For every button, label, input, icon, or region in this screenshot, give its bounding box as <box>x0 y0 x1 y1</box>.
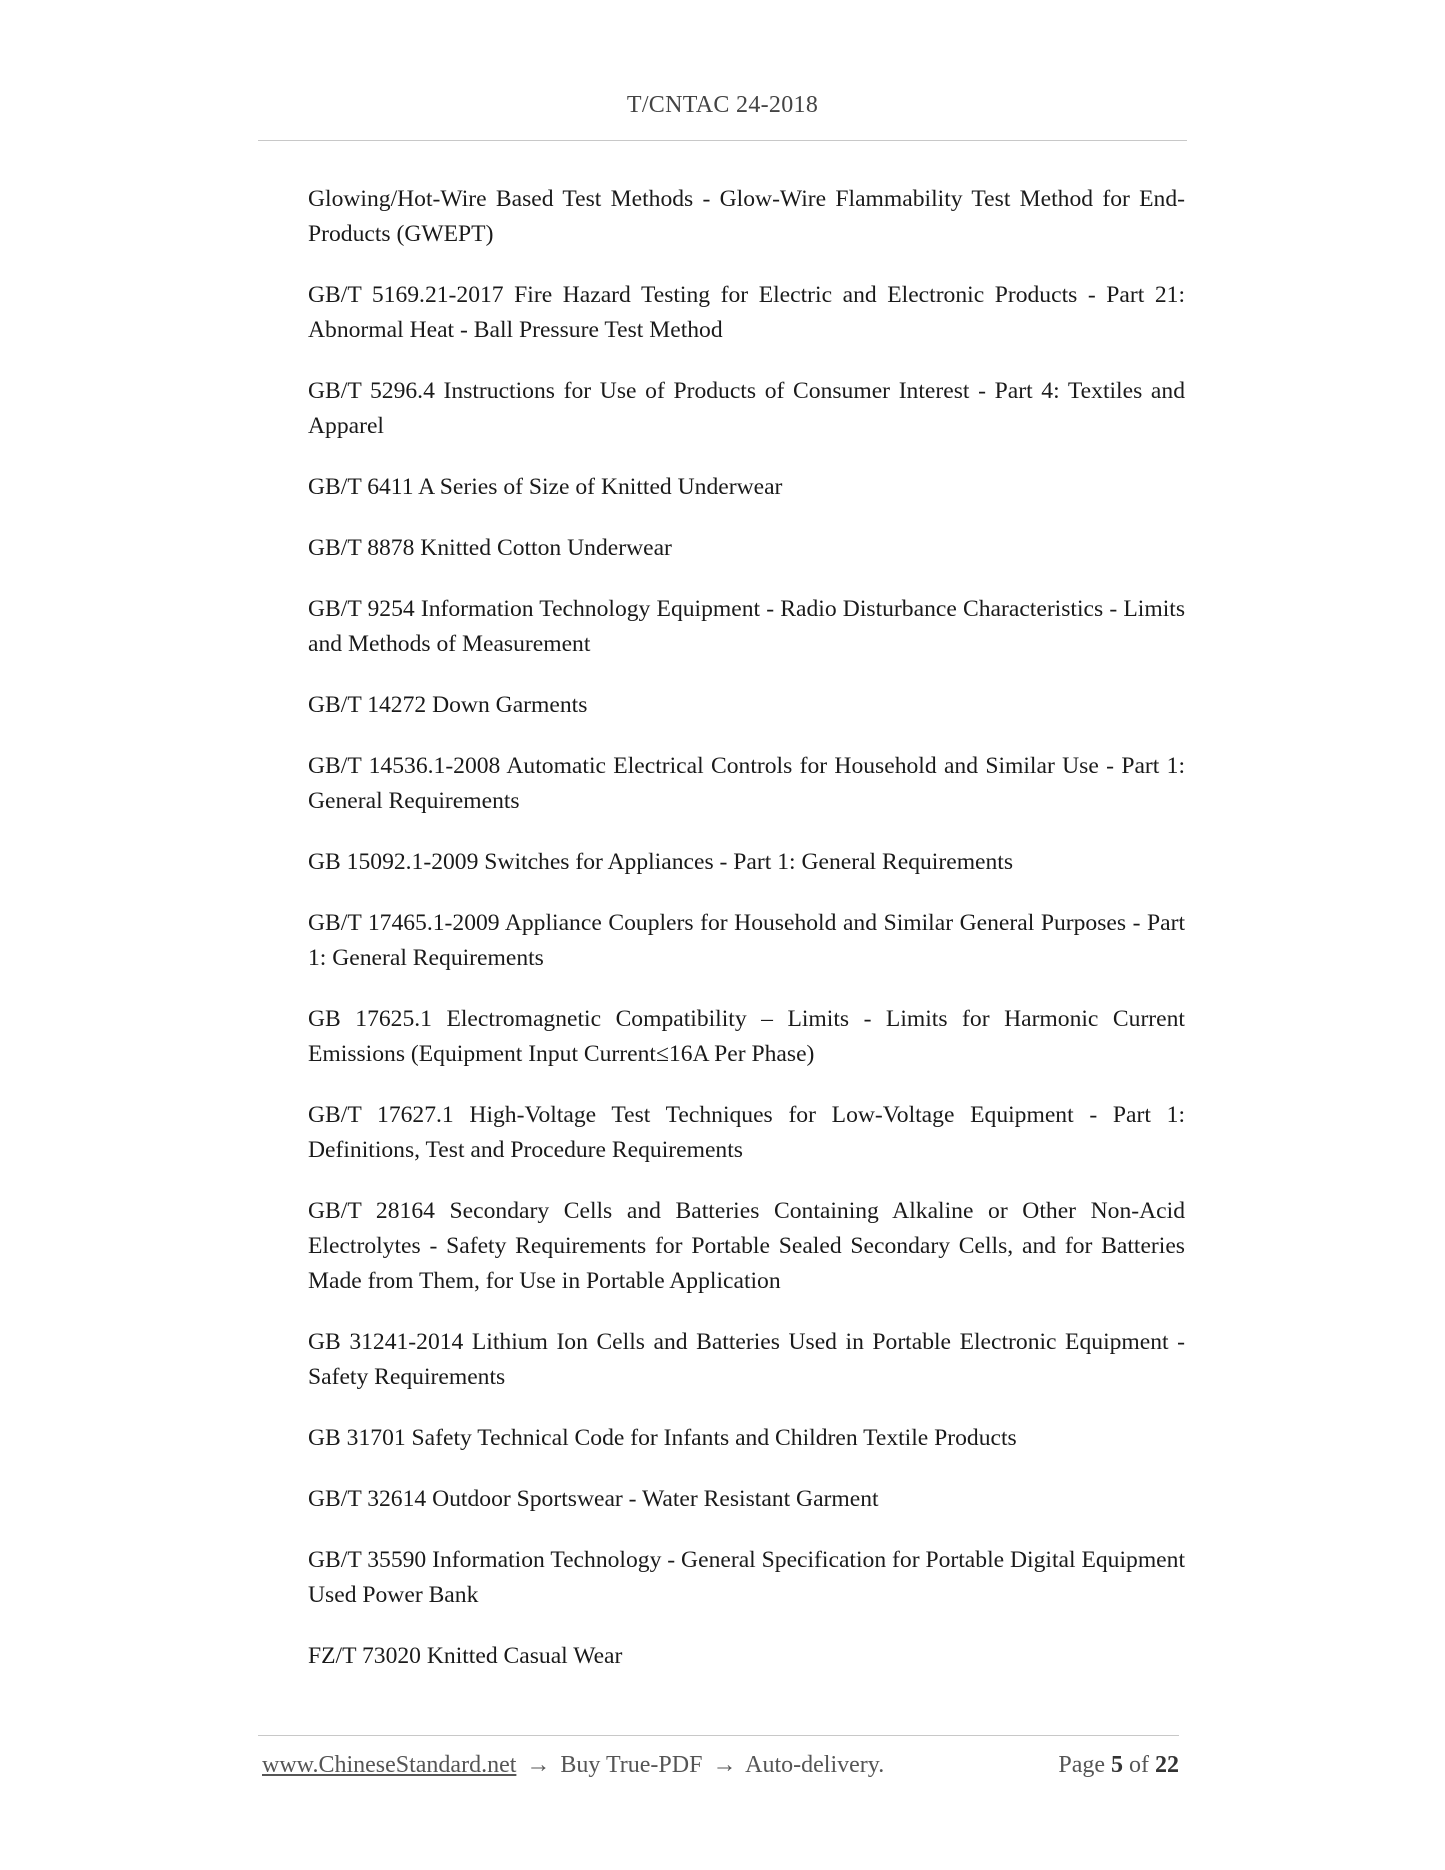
reference-item: GB 17625.1 Electromagnetic Compatibility – Limits - Limits for Harmonic Current Emissions (Equipment Input Current≤16A Per Phase) <box>308 1006 1185 1067</box>
reference-item: GB/T 17627.1 High-Voltage Test Techniques for Low-Voltage Equipment - Part 1: Definitions, Test and Procedure Requirements <box>308 1102 1185 1163</box>
reference-item: Glowing/Hot-Wire Based Test Methods - Glow-Wire Flammability Test Method for End-Products (GWEPT) <box>308 186 1185 247</box>
reference-item: FZ/T 73020 Knitted Casual Wear <box>308 1643 623 1669</box>
reference-item: GB/T 17465.1-2009 Appliance Couplers for Household and Similar General Purposes - Part 1: General Requirements <box>308 910 1185 971</box>
footer-divider <box>258 1735 1179 1736</box>
page-label: Page <box>1058 1752 1105 1778</box>
reference-item: GB 31241-2014 Lithium Ion Cells and Batteries Used in Portable Electronic Equipment - Safety Requirements <box>308 1329 1185 1390</box>
reference-item: GB/T 5169.21-2017 Fire Hazard Testing for Electric and Electronic Products - Part 21: Abnormal Heat - Ball Pressure Test Method <box>308 282 1185 343</box>
arrow-right-icon: → <box>526 1752 551 1778</box>
reference-item: GB/T 9254 Information Technology Equipment - Radio Disturbance Characteristics - Limits and Methods of Measurement <box>308 596 1185 657</box>
document-id-header: T/CNTAC 24-2018 <box>626 92 819 118</box>
page-number <box>1058 1752 1179 1779</box>
reference-item: GB 31701 Safety Technical Code for Infants and Children Textile Products <box>308 1425 1017 1451</box>
reference-item: GB/T 35590 Information Technology - General Specification for Portable Digital Equipment Used Power Bank <box>308 1547 1185 1608</box>
reference-item: GB/T 32614 Outdoor Sportswear - Water Resistant Garment <box>308 1486 879 1512</box>
reference-item: GB/T 8878 Knitted Cotton Underwear <box>308 535 672 561</box>
total-pages-number: 22 <box>1155 1752 1179 1778</box>
auto-delivery-text: Auto-delivery. <box>745 1752 885 1778</box>
reference-item: GB/T 14272 Down Garments <box>308 692 588 718</box>
reference-item: GB/T 6411 A Series of Size of Knitted Underwear <box>308 474 783 500</box>
reference-item: GB/T 14536.1-2008 Automatic Electrical Controls for Household and Similar Use - Part 1: General Requirements <box>308 753 1185 814</box>
reference-item: GB/T 5296.4 Instructions for Use of Products of Consumer Interest - Part 4: Textiles and Apparel <box>308 378 1185 439</box>
header-divider <box>258 140 1187 141</box>
reference-item: GB/T 28164 Secondary Cells and Batteries Containing Alkaline or Other Non-Acid Electrolytes - Safety Requirements for Portable Sealed Secondary Cells, and for Batteries Made from Them, for Use in Portable Application <box>308 1198 1185 1294</box>
site-link[interactable]: www.ChineseStandard.net <box>262 1752 517 1778</box>
reference-item: GB 15092.1-2009 Switches for Appliances - Part 1: General Requirements <box>308 849 1014 875</box>
buy-true-pdf-text: Buy True-PDF <box>560 1752 703 1778</box>
current-page-number: 5 <box>1111 1752 1123 1778</box>
normative-references-list <box>308 182 1185 1700</box>
footer-promo <box>262 1752 884 1779</box>
of-label: of <box>1129 1752 1149 1778</box>
arrow-right-icon: → <box>712 1752 737 1778</box>
